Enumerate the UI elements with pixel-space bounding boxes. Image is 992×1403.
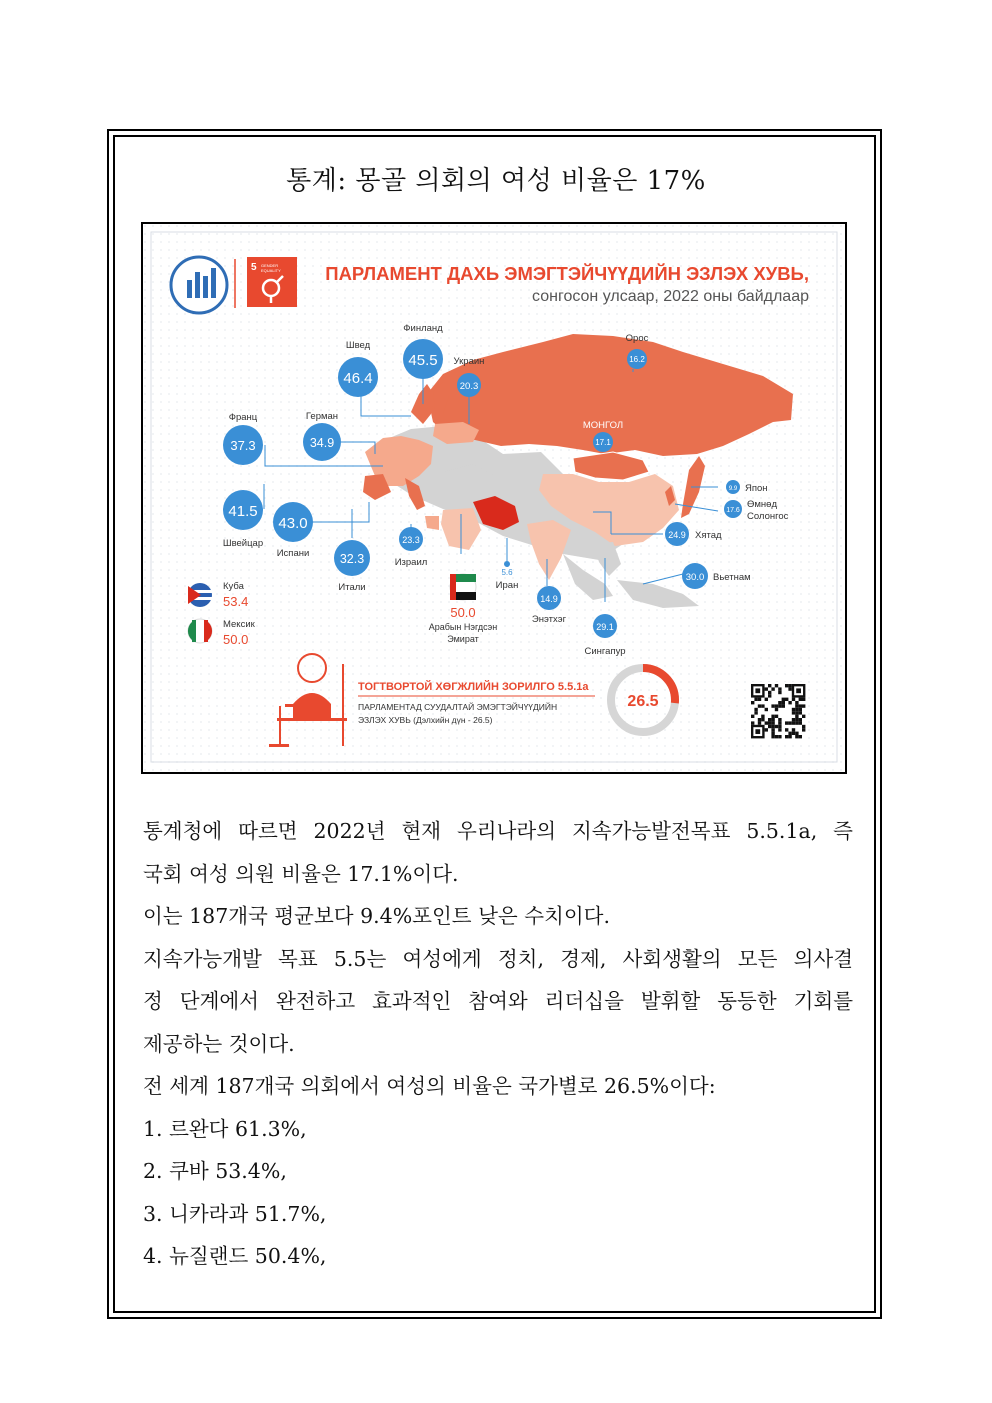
sdg5-gender-equality-icon — [247, 257, 297, 307]
list-item: 3. 니카라과 51.7%, — [143, 1201, 327, 1226]
paragraph-3-line-1: 지속가능개발 목표 5.5는 여성에게 정치, 경제, 사회생활의 모든 의사결 — [143, 946, 853, 971]
svg-text:5: 5 — [251, 262, 257, 273]
svg-text:34.9: 34.9 — [309, 436, 335, 450]
svg-text:41.5: 41.5 — [228, 503, 258, 520]
svg-text:Вьетнам: Вьетнам — [713, 572, 751, 583]
infographic-subtitle: сонгосон улсаар, 2022 оны байдлаар — [532, 288, 809, 305]
statistics-office-logo — [171, 257, 227, 313]
mexico-flag-icon — [188, 619, 212, 643]
svg-text:Мексик: Мексик — [223, 619, 255, 630]
svg-text:26.5: 26.5 — [627, 693, 659, 710]
svg-text:17.1: 17.1 — [595, 438, 611, 447]
svg-text:46.4: 46.4 — [343, 370, 373, 387]
body-text — [143, 810, 853, 1278]
svg-text:43.0: 43.0 — [278, 515, 308, 532]
paragraph-1-cont: 국회 여성 의원 비율은 17.1%이다. — [143, 861, 459, 886]
svg-text:Өмнөд: Өмнөд — [747, 499, 777, 510]
svg-text:9.9: 9.9 — [728, 486, 738, 492]
list-item: 1. 르완다 61.3%, — [143, 1116, 307, 1141]
svg-text:ЭЗЛЭХ ХУВЬ (Дэлхийн дүн - 26.5: ЭЗЛЭХ ХУВЬ (Дэлхийн дүн - 26.5) — [358, 715, 493, 725]
svg-text:Швед: Швед — [345, 340, 371, 351]
svg-text:Финланд: Финланд — [403, 323, 443, 334]
paragraph-3-line-3: 제공하는 것이다. — [143, 1031, 295, 1056]
svg-text:20.3: 20.3 — [459, 381, 479, 392]
svg-text:Швейцар: Швейцар — [222, 538, 264, 549]
paragraph-3-line-2: 정 단계에서 완전하고 효과적인 참여와 리더십을 발휘할 동등한 기회를 — [143, 989, 853, 1013]
svg-text:16.2: 16.2 — [629, 355, 645, 364]
svg-text:53.4: 53.4 — [223, 594, 249, 609]
svg-text:Арабын Нэгдсэн: Арабын Нэгдсэн — [428, 622, 498, 632]
svg-text:EQUALITY: EQUALITY — [261, 268, 281, 273]
cuba-flag-icon — [188, 583, 212, 607]
list-item: 2. 쿠바 53.4%, — [143, 1159, 287, 1183]
svg-text:МОНГОЛ: МОНГОЛ — [582, 420, 624, 431]
svg-text:Куба: Куба — [223, 581, 244, 592]
svg-text:37.3: 37.3 — [230, 438, 256, 453]
svg-text:Испани: Испани — [276, 548, 310, 559]
svg-text:Солонгос: Солонгос — [747, 511, 789, 522]
paragraph-4: 전 세계 187개국 의회에서 여성의 비율은 국가별로 26.5%이다: — [143, 1074, 716, 1098]
svg-text:Иран: Иран — [495, 580, 519, 591]
svg-text:Украин: Украин — [453, 356, 485, 367]
svg-text:GENDER: GENDER — [261, 263, 279, 268]
goal-title: ТОГТВОРТОЙ ХӨГЖЛИЙН ЗОРИЛГО 5.5.1а — [358, 681, 589, 693]
svg-text:50.0: 50.0 — [223, 632, 249, 647]
svg-text:Орос: Орос — [625, 333, 649, 344]
page-title: 통계: 몽골 의회의 여성 비율은 17% — [286, 166, 706, 196]
svg-text:32.3: 32.3 — [339, 552, 365, 566]
uae-flag-icon — [450, 574, 476, 600]
svg-text:14.9: 14.9 — [540, 594, 558, 604]
svg-text:Сингапур: Сингапур — [584, 646, 626, 657]
svg-text:45.5: 45.5 — [408, 352, 438, 369]
svg-text:17.6: 17.6 — [726, 507, 740, 514]
svg-text:Герман: Герман — [305, 411, 339, 422]
svg-text:Япон: Япон — [745, 483, 768, 494]
svg-text:Эмират: Эмират — [447, 634, 479, 644]
list-item: 4. 뉴질랜드 50.4%, — [143, 1244, 327, 1268]
paragraph-1: 통계청에 따르면 2022년 현재 우리나라의 지속가능발전목표 5.5.1a, 즉 — [143, 819, 853, 843]
svg-text:29.1: 29.1 — [596, 622, 614, 632]
svg-text:Хятад: Хятад — [695, 530, 722, 541]
svg-text:50.0: 50.0 — [450, 605, 476, 620]
svg-text:30.0: 30.0 — [685, 572, 705, 583]
paragraph-2: 이는 187개국 평균보다 9.4%포인트 낮은 수치이다. — [143, 904, 610, 928]
svg-text:5.6: 5.6 — [501, 568, 513, 577]
svg-text:Энэтхэг: Энэтхэг — [531, 614, 567, 625]
infographic — [141, 222, 847, 774]
svg-text:Израил: Израил — [394, 557, 428, 568]
svg-text:Франц: Франц — [228, 412, 258, 423]
svg-text:24.9: 24.9 — [668, 530, 686, 540]
infographic-title: ПАРЛАМЕНТ ДАХЬ ЭМЭГТЭЙЧҮҮДИЙН ЭЗЛЭХ ХУВЬ, — [325, 263, 809, 284]
svg-text:Итали: Итали — [338, 582, 366, 593]
svg-text:23.3: 23.3 — [402, 535, 420, 545]
svg-text:ПАРЛАМЕНТАД СУУДАЛТАЙ ЭМЭГТЭЙЧ: ПАРЛАМЕНТАД СУУДАЛТАЙ ЭМЭГТЭЙЧҮҮДИЙН — [358, 702, 558, 712]
qr-code-icon — [749, 682, 807, 740]
